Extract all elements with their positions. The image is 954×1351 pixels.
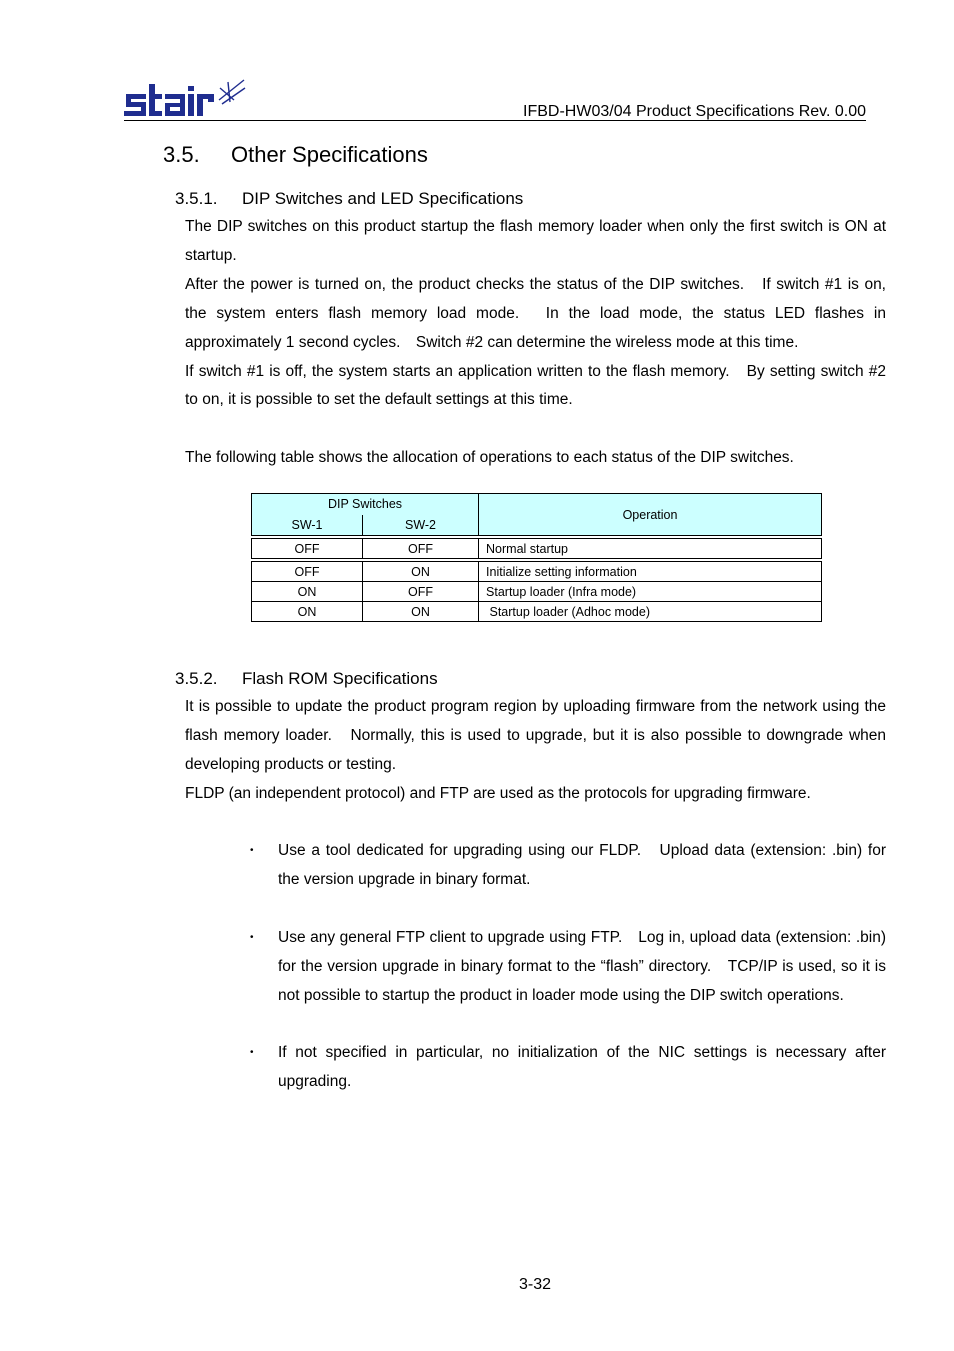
star-logo (124, 76, 248, 122)
sw1-cell: OFF (252, 539, 363, 559)
subsection-number: 3.5.2. (175, 669, 218, 688)
table-row (252, 539, 822, 559)
sw2-cell: ON (363, 602, 479, 622)
dip-switches-header: DIP Switches (252, 494, 479, 515)
section-number: 3.5. (163, 142, 200, 167)
table-intro (185, 444, 886, 473)
sw1-cell: ON (252, 602, 363, 622)
sw1-cell: OFF (252, 562, 363, 582)
sw2-cell: OFF (363, 539, 479, 559)
paragraph: The DIP switches on this product startup the flash memory loader when only the first switch is ON at startup. (185, 218, 886, 264)
table-row (252, 602, 822, 622)
list-item (250, 924, 886, 1011)
list-item (250, 1039, 886, 1097)
sw2-cell: OFF (363, 582, 479, 602)
header-divider (124, 120, 866, 121)
bullet-icon: • (250, 1047, 254, 1059)
subsection-title: DIP Switches and LED Specifications (242, 189, 524, 208)
upgrade-methods-list (250, 837, 886, 1097)
sw1-header: SW-1 (252, 515, 363, 536)
bullet-icon: • (250, 845, 254, 856)
list-item-text: Use any general FTP client to upgrade using FTP. Log in, upload data (extension: .bin) for the version upgrade in binary format to the “flash” directory. TCP/IP is used, so it is not possible to startup the product in loader mode using the DIP switch operations. (278, 928, 886, 1004)
paragraph: FLDP (an independent protocol) and FTP are used as the protocols for upgrading firmware. (185, 784, 811, 802)
subsection-heading-dip (175, 189, 523, 209)
paragraph: The following table shows the allocation of operations to each status of the DIP switches. (185, 449, 794, 466)
dip-switch-table (251, 493, 822, 622)
paragraph: It is possible to update the product program region by uploading firmware from the network using the flash memory loader. Normally, this is used to upgrade, but it is also possible to downgrade when developing products or testing. (185, 698, 886, 773)
page-number: 3-32 (518, 1276, 552, 1293)
operation-cell: Initialize setting information (479, 562, 822, 582)
list-item (250, 837, 886, 895)
bullet-icon: • (250, 931, 254, 943)
list-item-text: If not specified in particular, no initialization of the NIC settings is necessary after upgrading. (278, 1044, 886, 1091)
flash-description (185, 693, 886, 809)
section-heading (163, 142, 428, 168)
section-title: Other Specifications (231, 142, 428, 167)
dip-description (185, 213, 886, 415)
sw2-header: SW-2 (363, 515, 479, 536)
operation-header: Operation (479, 494, 822, 536)
sw2-cell: ON (363, 562, 479, 582)
operation-cell: Normal startup (479, 539, 822, 559)
svg-text:star: star (124, 76, 126, 77)
table-row (252, 582, 822, 602)
operation-cell: Startup loader (Infra mode) (479, 582, 822, 602)
paragraph: If switch #1 is off, the system starts an application written to the flash memory. By setting switch #2 to on, it is possible to set the default settings at this time. (185, 362, 886, 409)
list-item-text: Use a tool dedicated for upgrading using our FLDP. Upload data (extension: .bin) for the version upgrade in binary format. (278, 842, 886, 888)
table-row (252, 562, 822, 582)
document-title: IFBD-HW03/04 Product Specifications Rev. 0.00 (523, 103, 866, 120)
subsection-number: 3.5.1. (175, 189, 218, 208)
subsection-title: Flash ROM Specifications (242, 669, 438, 688)
operation-cell: Startup loader (Adhoc mode) (479, 602, 822, 622)
paragraph: After the power is turned on, the product checks the status of the DIP switches. If switch #1 is on, the system enters flash memory load mode. In the load mode, the status LED flashes in approximately 1 second cycles. Switch #2 can determine the wireless mode at this time. (185, 275, 886, 351)
subsection-heading-flash (175, 669, 438, 689)
sw1-cell: ON (252, 582, 363, 602)
